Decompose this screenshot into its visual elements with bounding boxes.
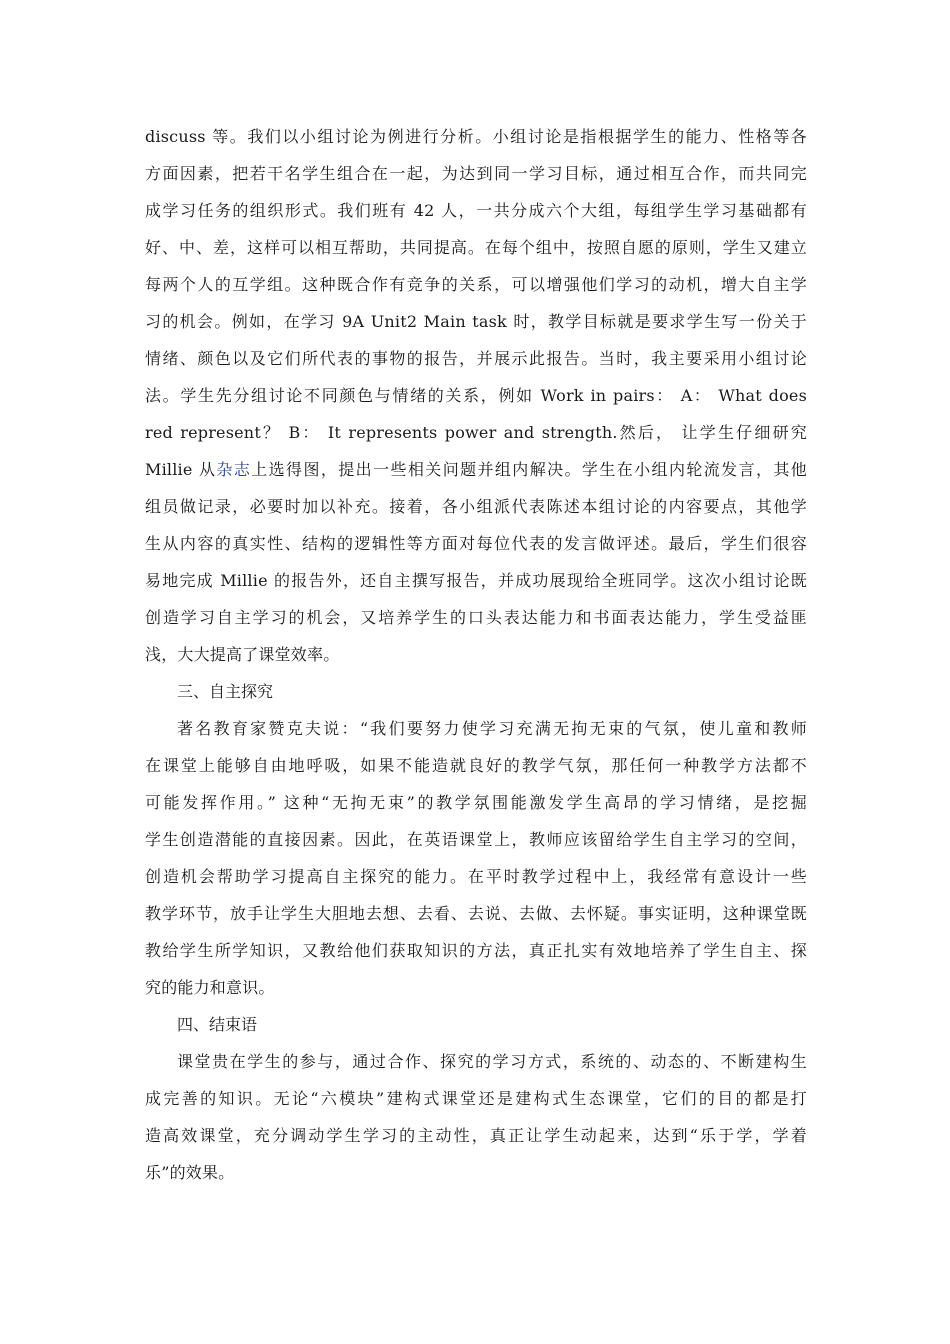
section-heading-self-inquiry: 三、自主探究 (177, 682, 274, 701)
text-segment: 上选得图，提出一些相关问题并组内解决。学生在小组内轮流发言，其他 (251, 460, 807, 479)
text-line: 教给学生所学知识，又教给他们获取知识的方法，真正扎实有效地培养了学生自主、探 (145, 941, 807, 960)
text-line: 可能发挥作用。” 这种“无拘无束”的教学氛围能激发学生高昂的学习情绪，是挖掘 (145, 793, 807, 812)
magazine-link[interactable]: 杂志 (216, 460, 252, 479)
text-line: 创造学习自主学习的机会，又培养学生的口头表达能力和书面表达能力，学生受益匪 (145, 608, 807, 627)
text-line: 究的能力和意识。 (145, 978, 275, 997)
text-line: 好、中、差，这样可以相互帮助，共同提高。在每个组中，按照自愿的原则，学生又建立 (145, 238, 807, 257)
text-line: 生从内容的真实性、结构的逻辑性等方面对每位代表的发言做评述。最后，学生们很容 (145, 534, 807, 553)
text-line: 组员做记录，必要时加以补充。接着，各小组派代表陈述本组讨论的内容要点，其他学 (145, 497, 807, 516)
text-line: 每两个人的互学组。这种既合作有竞争的关系，可以增强他们学习的动机，增大自主学 (145, 275, 807, 294)
text-line: 教学环节，放手让学生大胆地去想、去看、去说、去做、去怀疑。事实证明，这种课堂既 (145, 904, 807, 923)
paragraph-conclusion (145, 1043, 807, 1191)
text-line: discuss 等。我们以小组讨论为例进行分析。小组讨论是指根据学生的能力、性格等各 (145, 127, 807, 146)
paragraph-self-inquiry (145, 710, 807, 1006)
text-line: red represent？ B： It represents power and strength.然后， 让学生仔细研究 (145, 423, 807, 442)
text-segment: Millie 从 (145, 460, 217, 479)
section-heading-conclusion: 四、结束语 (177, 1015, 258, 1034)
text-line: 造高效课堂，充分调动学生学习的主动性，真正让学生动起来，达到“乐于学，学着 (145, 1126, 807, 1145)
text-line: 法。学生先分组讨论不同颜色与情绪的关系，例如 Work in pairs： A： What does (145, 386, 807, 405)
text-line: 在课堂上能够自由地呼吸，如果不能造就良好的教学气氛，那任何一种教学方法都不 (145, 756, 807, 775)
text-line: 著名教育家赞克夫说：“我们要努力使学习充满无拘无束的气氛，使儿童和教师 (177, 719, 807, 738)
text-line: 浅，大大提高了课堂效率。 (145, 645, 340, 664)
text-line: 乐”的效果。 (145, 1163, 235, 1182)
text-line: 创造机会帮助学习提高自主探究的能力。在平时教学过程中上，我经常有意设计一些 (145, 867, 807, 886)
text-line: 方面因素，把若干名学生组合在一起，为达到同一学习目标，通过相互合作，而共同完 (145, 164, 807, 183)
text-line: 习的机会。例如，在学习 9A Unit2 Main task 时，教学目标就是要求学生写一份关于 (145, 312, 807, 331)
text-line: 易地完成 Millie 的报告外，还自主撰写报告，并成功展现给全班同学。这次小组讨论既 (145, 571, 807, 590)
text-line: 课堂贵在学生的参与，通过合作、探究的学习方式，系统的、动态的、不断建构生 (177, 1052, 807, 1071)
text-line: 成学习任务的组织形式。我们班有 42 人，一共分成六个大组，每组学生学习基础都有 (145, 201, 807, 220)
text-line: 情绪、颜色以及它们所代表的事物的报告，并展示此报告。当时，我主要采用小组讨论 (145, 349, 807, 368)
text-line: 学生创造潜能的直接因素。因此，在英语课堂上，教师应该留给学生自主学习的空间， (145, 830, 807, 849)
document-page (145, 118, 807, 1191)
paragraph-group-discussion (145, 118, 807, 673)
text-line: 成完善的知识。无论“六模块”建构式课堂还是建构式生态课堂，它们的目的都是打 (145, 1089, 807, 1108)
text-line (145, 451, 807, 488)
